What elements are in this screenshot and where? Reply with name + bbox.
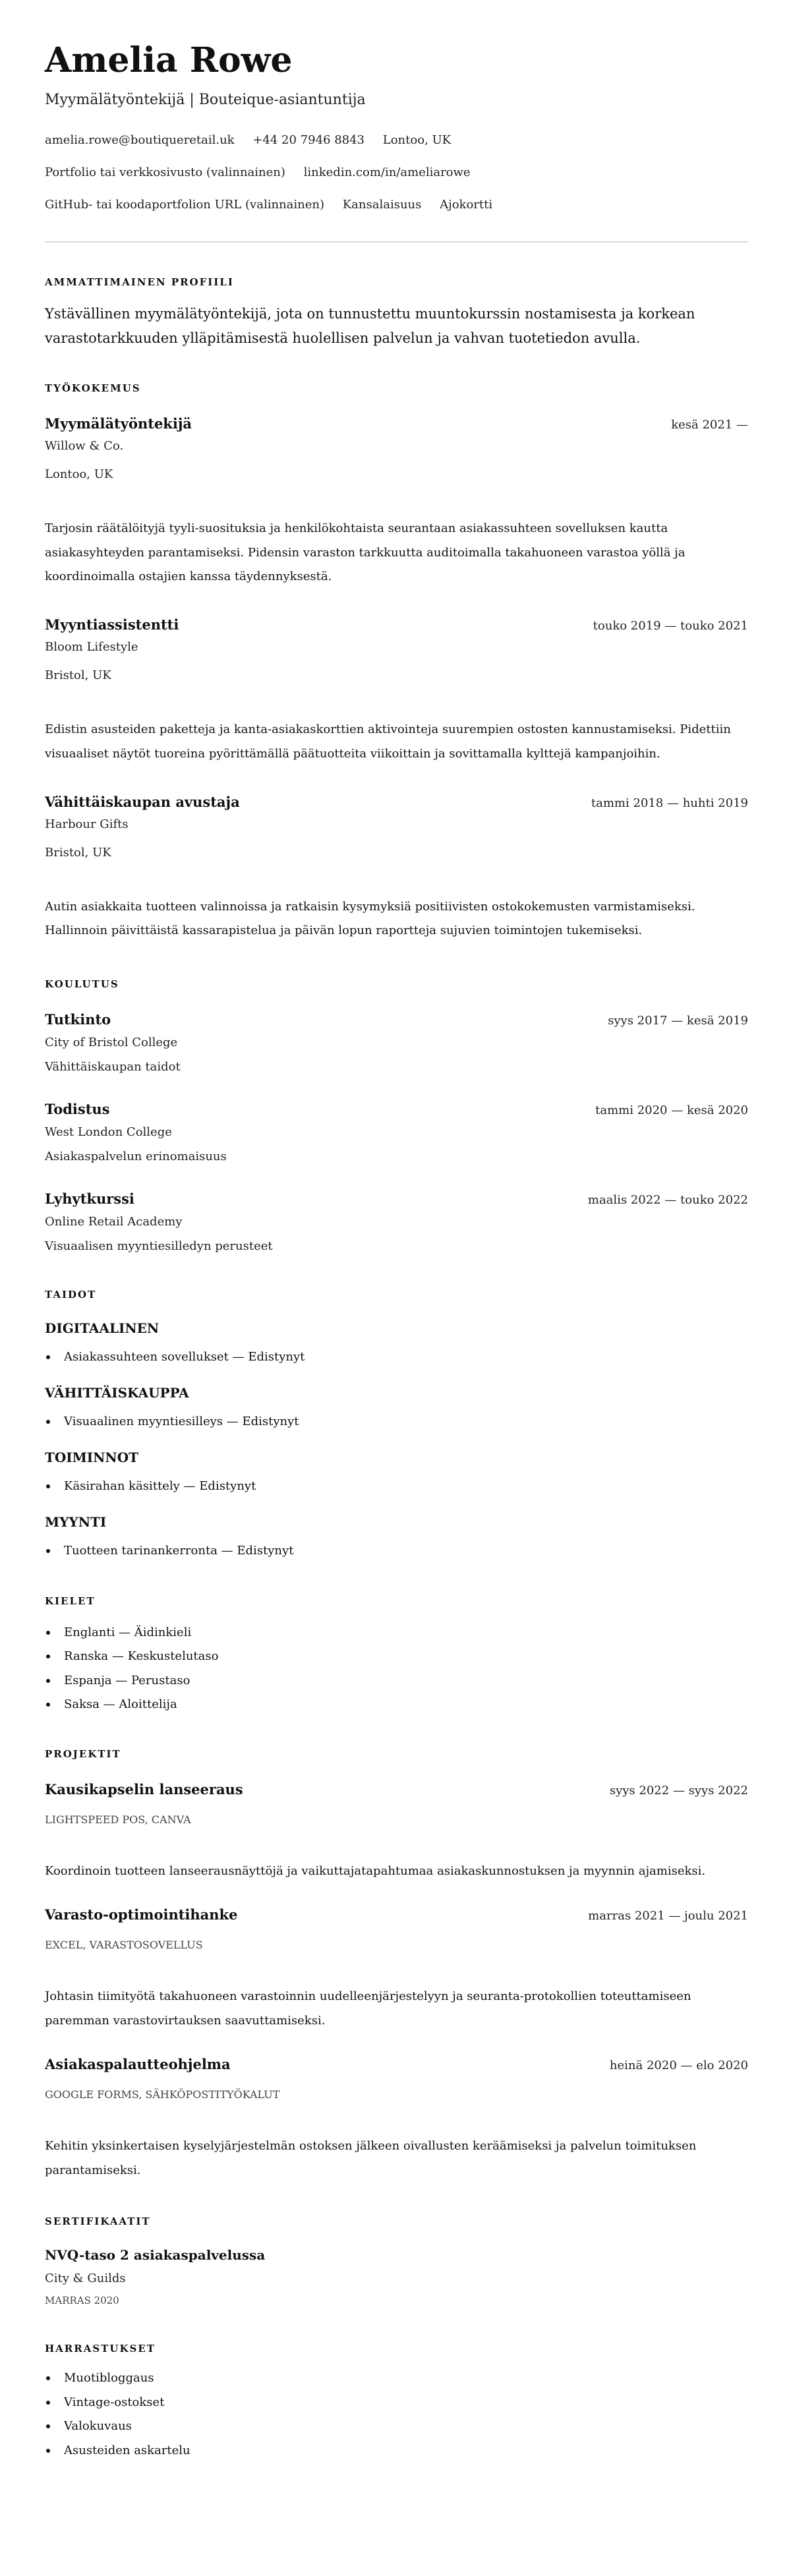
- skill-list: [45, 1347, 748, 1367]
- degree: Lyhytkurssi: [45, 1190, 134, 1207]
- section-heading: KOULUTUS: [45, 978, 119, 990]
- linkedin-link[interactable]: linkedin.com/in/ameliarowe: [303, 165, 471, 179]
- resume-header: [45, 40, 748, 215]
- candidate-name: Amelia Rowe: [45, 40, 293, 80]
- phone: +44 20 7946 8843: [252, 133, 365, 147]
- section-heading: HARRASTUKSET: [45, 2343, 156, 2355]
- job-location: Bristol, UK: [45, 668, 111, 682]
- language-item: Englanti — Äidinkieli: [45, 1621, 748, 1645]
- job-entry: [45, 615, 748, 766]
- project-entry: [45, 2055, 748, 2182]
- location: Lontoo, UK: [382, 133, 452, 147]
- project-title: Varasto-optimointihanke: [45, 1906, 238, 1923]
- languages-section: [45, 1595, 748, 1717]
- job-description: Edistin asusteiden paketteja ja kanta-asiakaskorttien aktivointeja suurempien ostosten kannustamiseksi. Pidettiin visuaaliset näytöt tuoreina pyörittämällä päätuotteita viikoittain ja sovittamalla kylttejä kampanjoihin.: [45, 722, 731, 761]
- github-link[interactable]: GitHub- tai koodaportfolion URL (valinnainen): [45, 198, 324, 212]
- project-tech: EXCEL, VARASTOSOVELLUS: [45, 1939, 203, 1951]
- project-tech: LIGHTSPEED POS, CANVA: [45, 1813, 191, 1826]
- section-heading: AMMATTIMAINEN PROFIILI: [45, 276, 234, 288]
- project-title: Asiakaspalautteohjelma: [45, 2056, 231, 2072]
- school-name: City of Bristol College: [45, 1035, 178, 1049]
- skill-category: DIGITAALINEN: [45, 1320, 160, 1336]
- job-title: Myyntiassistentti: [45, 616, 179, 633]
- skill-list: [45, 1541, 748, 1561]
- certification-name: NVQ-taso 2 asiakaspalvelussa: [45, 2247, 266, 2263]
- language-item: Ranska — Keskustelutaso: [45, 1645, 748, 1669]
- language-list: [45, 1621, 748, 1717]
- job-entry: [45, 792, 748, 943]
- hobby-item: Asusteiden askartelu: [45, 2439, 748, 2463]
- contact-row: [45, 163, 748, 183]
- portfolio-link[interactable]: Portfolio tai verkkosivusto (valinnainen): [45, 165, 285, 179]
- project-title: Kausikapselin lanseeraus: [45, 1780, 243, 1798]
- date-range: maalis 2022 — touko 2022: [587, 1192, 748, 1207]
- skill-item: Käsirahan käsittely — Edistynyt: [45, 1477, 748, 1496]
- company-name: Bloom Lifestyle: [45, 640, 138, 654]
- school-name: West London College: [45, 1125, 172, 1139]
- date-range: syys 2022 — syys 2022: [609, 1783, 748, 1798]
- date-range: kesä 2021 —: [671, 418, 748, 432]
- item-header: [45, 615, 748, 636]
- degree: Todistus: [45, 1100, 110, 1117]
- certification-date: MARRAS 2020: [45, 2295, 119, 2306]
- section-heading: PROJEKTIT: [45, 1747, 121, 1760]
- education-entry: [45, 1010, 748, 1077]
- school-name: Online Retail Academy: [45, 1214, 183, 1229]
- field-of-study: Vähittäiskaupan taidot: [45, 1059, 181, 1074]
- language-item: Espanja — Perustaso: [45, 1669, 748, 1693]
- field-of-study: Asiakaspalvelun erinomaisuus: [45, 1149, 227, 1163]
- field-of-study: Visuaalisen myyntiesilledyn perusteet: [45, 1239, 273, 1253]
- item-header: [45, 1010, 748, 1031]
- citizenship: Kansalaisuus: [342, 198, 422, 212]
- company-name: Willow & Co.: [45, 439, 124, 453]
- hobby-item: Vintage-ostokset: [45, 2391, 748, 2415]
- project-tech: GOOGLE FORMS, SÄHKÖPOSTITYÖKALUT: [45, 2088, 280, 2101]
- job-location: Bristol, UK: [45, 845, 111, 860]
- item-header: [45, 1099, 748, 1121]
- item-header: [45, 2055, 748, 2076]
- contact-row: [45, 131, 748, 150]
- certifications-section: [45, 2215, 748, 2307]
- education-section: [45, 978, 748, 1256]
- skill-category: TOIMINNOT: [45, 1449, 139, 1465]
- degree: Tutkinto: [45, 1010, 111, 1028]
- profile-section: [45, 276, 748, 351]
- drivers-license: Ajokortti: [440, 198, 493, 212]
- project-description: Koordinoin tuotteen lanseerausnäyttöjä ja vaikuttajatapahtumaa asiakaskunnostuksen ja myynnin ajamiseksi.: [45, 1863, 706, 1878]
- skill-category: MYYNTI: [45, 1513, 107, 1530]
- hobby-list: [45, 2366, 748, 2463]
- item-header: [45, 414, 748, 435]
- experience-section: [45, 382, 748, 943]
- email-link[interactable]: amelia.rowe@boutiqueretail.uk: [45, 133, 235, 147]
- skill-item: Asiakassuhteen sovellukset — Edistynyt: [45, 1347, 748, 1367]
- job-title: Myymälätyöntekijä: [45, 415, 192, 432]
- date-range: touko 2019 — touko 2021: [593, 619, 748, 633]
- project-entry: [45, 1905, 748, 2033]
- certification-issuer: City & Guilds: [45, 2271, 126, 2285]
- education-entry: [45, 1189, 748, 1256]
- section-heading: TYÖKOKEMUS: [45, 382, 141, 394]
- skill-category: VÄHITTÄISKAUPPA: [45, 1384, 189, 1401]
- hobby-item: Muotibloggaus: [45, 2366, 748, 2391]
- contact-row: [45, 195, 748, 215]
- header-divider: [45, 241, 748, 243]
- job-location: Lontoo, UK: [45, 467, 113, 481]
- section-heading: SERTIFIKAATIT: [45, 2215, 151, 2227]
- candidate-title: Myymälätyöntekijä | Bouteique-asiantuntija: [45, 92, 366, 108]
- skill-item: Tuotteen tarinankerronta — Edistynyt: [45, 1541, 748, 1561]
- skill-item: Visuaalinen myyntiesilleys — Edistynyt: [45, 1412, 748, 1432]
- job-description: Autin asiakkaita tuotteen valinnoissa ja ratkaisin kysymyksiä positiivisten ostokokemusten varmistamiseksi. Hallinnoin päivittäistä kassarapistelua ja päivän lopun raportteja sujuvien toimintojen tukemiseksi.: [45, 899, 695, 937]
- section-heading: KIELET: [45, 1595, 96, 1607]
- date-range: syys 2017 — kesä 2019: [608, 1013, 748, 1028]
- skill-list: [45, 1412, 748, 1432]
- section-heading: TAIDOT: [45, 1288, 97, 1301]
- item-header: [45, 1780, 748, 1801]
- hobby-item: Valokuvaus: [45, 2415, 748, 2439]
- job-entry: [45, 414, 748, 589]
- item-header: [45, 792, 748, 813]
- skill-list: [45, 1477, 748, 1496]
- skills-section: [45, 1288, 748, 1561]
- education-entry: [45, 1099, 748, 1167]
- item-header: [45, 1905, 748, 1926]
- date-range: marras 2021 — joulu 2021: [588, 1909, 748, 1923]
- date-range: tammi 2020 — kesä 2020: [595, 1103, 748, 1117]
- item-header: [45, 1189, 748, 1210]
- project-entry: [45, 1780, 748, 1884]
- language-item: Saksa — Aloittelija: [45, 1693, 748, 1717]
- project-description: Kehitin yksinkertaisen kyselyjärjestelmän ostoksen jälkeen oivallusten keräämiseksi ja palvelun toimituksen parantamiseksi.: [45, 2139, 697, 2177]
- date-range: tammi 2018 — huhti 2019: [591, 796, 748, 810]
- company-name: Harbour Gifts: [45, 817, 129, 831]
- date-range: heinä 2020 — elo 2020: [609, 2059, 748, 2072]
- hobbies-section: [45, 2342, 748, 2463]
- profile-summary: Ystävällinen myymälätyöntekijä, jota on tunnustettu muuntokurssin nostamisesta ja korkean varastotarkkuuden ylläpitämisestä huolellisen palvelun ja vahvan tuotetiedon avulla.: [45, 306, 695, 346]
- project-description: Johtasin tiimityötä takahuoneen varastoinnin uudelleenjärjestelyyn ja seuranta-protokollien toteuttamiseen paremman varastovirtauksen saavuttamiseksi.: [45, 1989, 691, 2028]
- job-title: Vähittäiskaupan avustaja: [45, 793, 240, 810]
- job-description: Tarjosin räätälöityjä tyyli-suosituksia ja henkilökohtaista seurantaan asiakassuhteen sovelluksen kautta asiakasyhteyden parantamiseksi. Pidensin varaston tarkkuutta auditoimalla takahuoneen varastoa yöllä ja koordinoimalla ostajien kanssa täydennyksestä.: [45, 521, 686, 583]
- projects-section: [45, 1747, 748, 2183]
